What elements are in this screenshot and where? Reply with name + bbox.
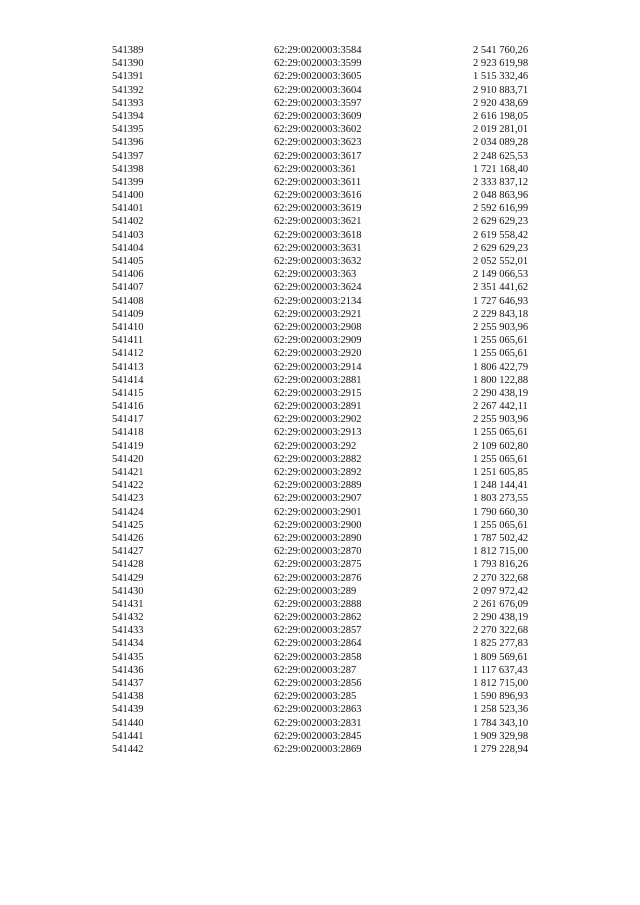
row-number: 541438 bbox=[112, 691, 144, 703]
row-number: 541422 bbox=[112, 480, 144, 492]
cadastral-value: 1 248 144,41 bbox=[473, 480, 529, 492]
cadastral-number: 62:29:0020003:3599 bbox=[274, 58, 362, 70]
row-number: 541409 bbox=[112, 308, 144, 320]
cadastral-number: 62:29:0020003:3623 bbox=[274, 137, 362, 149]
cadastral-value: 1 590 896,93 bbox=[473, 691, 529, 703]
cadastral-number: 62:29:0020003:3584 bbox=[274, 45, 362, 56]
row-number: 541414 bbox=[112, 374, 144, 386]
cadastral-value: 1 117 637,43 bbox=[473, 664, 528, 676]
cadastral-number: 62:29:0020003:3632 bbox=[274, 256, 362, 267]
row-number: 541418 bbox=[112, 427, 144, 439]
table-row bbox=[0, 466, 640, 479]
table-row bbox=[0, 136, 640, 149]
cadastral-value: 2 333 837,12 bbox=[473, 176, 529, 188]
cadastral-value: 1 812 715,00 bbox=[473, 546, 529, 558]
cadastral-number: 62:29:0020003:2908 bbox=[274, 321, 362, 333]
row-number: 541411 bbox=[112, 335, 144, 347]
cadastral-value: 1 721 168,40 bbox=[473, 163, 529, 175]
row-number: 541441 bbox=[112, 730, 144, 742]
table-row bbox=[0, 163, 640, 176]
table-row bbox=[0, 506, 640, 519]
table-row bbox=[0, 440, 640, 453]
cadastral-number: 62:29:0020003:285 bbox=[274, 691, 357, 703]
cadastral-value: 2 048 863,96 bbox=[473, 190, 529, 202]
cadastral-number: 62:29:0020003:2913 bbox=[274, 427, 362, 439]
cadastral-value: 1 806 422,79 bbox=[473, 361, 529, 373]
cadastral-number: 62:29:0020003:361 bbox=[274, 163, 357, 175]
cadastral-number: 62:29:0020003:3611 bbox=[274, 176, 362, 188]
cadastral-value: 1 255 065,61 bbox=[473, 348, 529, 360]
row-number: 541440 bbox=[112, 717, 144, 729]
table-row bbox=[0, 334, 640, 347]
row-number: 541429 bbox=[112, 572, 144, 584]
cadastral-number: 62:29:0020003:2889 bbox=[274, 480, 362, 492]
cadastral-table bbox=[0, 44, 640, 756]
cadastral-value: 2 290 438,19 bbox=[473, 387, 529, 399]
cadastral-number: 62:29:0020003:2891 bbox=[274, 401, 362, 413]
table-row bbox=[0, 479, 640, 492]
cadastral-value: 1 787 502,42 bbox=[473, 532, 529, 544]
table-row bbox=[0, 361, 640, 374]
cadastral-number: 62:29:0020003:2857 bbox=[274, 625, 362, 637]
table-row bbox=[0, 295, 640, 308]
cadastral-number: 62:29:0020003:2864 bbox=[274, 638, 362, 650]
cadastral-value: 1 784 343,10 bbox=[473, 717, 529, 729]
table-row bbox=[0, 492, 640, 505]
table-row bbox=[0, 677, 640, 690]
table-row bbox=[0, 321, 640, 334]
row-number: 541402 bbox=[112, 216, 144, 228]
cadastral-number: 62:29:0020003:2888 bbox=[274, 598, 362, 610]
cadastral-number: 62:29:0020003:2134 bbox=[274, 295, 362, 307]
table-row bbox=[0, 215, 640, 228]
cadastral-number: 62:29:0020003:2907 bbox=[274, 493, 362, 505]
cadastral-value: 2 616 198,05 bbox=[473, 110, 529, 122]
table-row bbox=[0, 387, 640, 400]
cadastral-value: 2 248 625,53 bbox=[473, 150, 529, 162]
cadastral-value: 2 910 883,71 bbox=[473, 84, 529, 96]
cadastral-value: 2 019 281,01 bbox=[473, 124, 529, 136]
cadastral-number: 62:29:0020003:2909 bbox=[274, 335, 362, 347]
cadastral-value: 2 270 322,68 bbox=[473, 625, 529, 637]
cadastral-value: 1 255 065,61 bbox=[473, 453, 529, 465]
cadastral-number: 62:29:0020003:2920 bbox=[274, 348, 362, 360]
row-number: 541436 bbox=[112, 664, 144, 676]
table-row bbox=[0, 110, 640, 123]
cadastral-value: 1 727 646,93 bbox=[473, 295, 529, 307]
row-number: 541432 bbox=[112, 612, 144, 624]
cadastral-value: 1 803 273,55 bbox=[473, 493, 529, 505]
table-row bbox=[0, 532, 640, 545]
row-number: 541428 bbox=[112, 559, 144, 571]
cadastral-number: 62:29:0020003:2845 bbox=[274, 730, 362, 742]
row-number: 541390 bbox=[112, 58, 144, 70]
row-number: 541393 bbox=[112, 97, 144, 109]
table-row bbox=[0, 598, 640, 611]
row-number: 541401 bbox=[112, 203, 144, 215]
table-row bbox=[0, 426, 640, 439]
cadastral-number: 62:29:0020003:2831 bbox=[274, 717, 362, 729]
cadastral-value: 1 812 715,00 bbox=[473, 678, 529, 689]
row-number: 541394 bbox=[112, 110, 144, 122]
cadastral-number: 62:29:0020003:3602 bbox=[274, 124, 362, 136]
table-row bbox=[0, 374, 640, 387]
table-row bbox=[0, 453, 640, 466]
cadastral-value: 1 793 816,26 bbox=[473, 559, 529, 571]
table-row bbox=[0, 545, 640, 558]
cadastral-number: 62:29:0020003:3631 bbox=[274, 242, 362, 254]
cadastral-value: 2 261 676,09 bbox=[473, 598, 529, 610]
cadastral-number: 62:29:0020003:2858 bbox=[274, 651, 362, 663]
cadastral-value: 1 825 277,83 bbox=[473, 638, 529, 650]
cadastral-value: 2 270 322,68 bbox=[473, 572, 529, 584]
table-row bbox=[0, 519, 640, 532]
row-number: 541437 bbox=[112, 678, 144, 689]
cadastral-number: 62:29:0020003:3619 bbox=[274, 203, 362, 215]
cadastral-number: 62:29:0020003:2900 bbox=[274, 519, 362, 531]
table-row bbox=[0, 84, 640, 97]
row-number: 541435 bbox=[112, 651, 144, 663]
cadastral-value: 2 290 438,19 bbox=[473, 612, 529, 624]
row-number: 541433 bbox=[112, 625, 144, 637]
row-number: 541389 bbox=[112, 45, 144, 56]
cadastral-value: 2 923 619,98 bbox=[473, 58, 529, 70]
row-number: 541398 bbox=[112, 163, 144, 175]
table-row bbox=[0, 743, 640, 756]
table-row bbox=[0, 585, 640, 598]
row-number: 541400 bbox=[112, 190, 144, 202]
cadastral-number: 62:29:0020003:2863 bbox=[274, 704, 362, 716]
cadastral-number: 62:29:0020003:2890 bbox=[274, 532, 362, 544]
row-number: 541421 bbox=[112, 467, 144, 478]
row-number: 541426 bbox=[112, 532, 144, 544]
cadastral-value: 2 034 089,28 bbox=[473, 137, 529, 149]
cadastral-value: 1 515 332,46 bbox=[473, 71, 529, 83]
row-number: 541423 bbox=[112, 493, 144, 505]
table-row bbox=[0, 637, 640, 650]
row-number: 541407 bbox=[112, 282, 144, 294]
table-row bbox=[0, 400, 640, 413]
row-number: 541406 bbox=[112, 269, 144, 281]
table-row bbox=[0, 70, 640, 83]
cadastral-value: 1 255 065,61 bbox=[473, 335, 529, 347]
cadastral-value: 1 258 523,36 bbox=[473, 704, 529, 716]
table-row bbox=[0, 703, 640, 716]
row-number: 541404 bbox=[112, 242, 144, 254]
cadastral-value: 1 809 569,61 bbox=[473, 651, 529, 663]
row-number: 541395 bbox=[112, 124, 144, 136]
cadastral-value: 1 251 605,85 bbox=[473, 467, 529, 478]
cadastral-number: 62:29:0020003:2869 bbox=[274, 743, 362, 755]
row-number: 541399 bbox=[112, 176, 144, 188]
cadastral-number: 62:29:0020003:2876 bbox=[274, 572, 362, 584]
cadastral-value: 2 255 903,96 bbox=[473, 321, 529, 333]
cadastral-value: 1 909 329,98 bbox=[473, 730, 529, 742]
cadastral-value: 2 592 616,99 bbox=[473, 203, 529, 215]
cadastral-number: 62:29:0020003:363 bbox=[274, 269, 357, 281]
row-number: 541442 bbox=[112, 743, 144, 755]
cadastral-number: 62:29:0020003:2901 bbox=[274, 506, 362, 518]
table-row bbox=[0, 123, 640, 136]
cadastral-value: 2 149 066,53 bbox=[473, 269, 529, 281]
table-row bbox=[0, 611, 640, 624]
cadastral-number: 62:29:0020003:2862 bbox=[274, 612, 362, 624]
row-number: 541419 bbox=[112, 440, 144, 452]
table-row bbox=[0, 97, 640, 110]
table-row bbox=[0, 558, 640, 571]
table-row bbox=[0, 229, 640, 242]
row-number: 541427 bbox=[112, 546, 144, 558]
cadastral-value: 2 267 442,11 bbox=[473, 401, 528, 413]
table-row bbox=[0, 717, 640, 730]
cadastral-value: 1 800 122,88 bbox=[473, 374, 529, 386]
row-number: 541391 bbox=[112, 71, 144, 83]
cadastral-value: 2 255 903,96 bbox=[473, 414, 529, 426]
row-number: 541413 bbox=[112, 361, 144, 373]
table-row bbox=[0, 308, 640, 321]
table-row bbox=[0, 242, 640, 255]
table-row bbox=[0, 281, 640, 294]
cadastral-value: 1 255 065,61 bbox=[473, 427, 529, 439]
row-number: 541439 bbox=[112, 704, 144, 716]
row-number: 541431 bbox=[112, 598, 144, 610]
row-number: 541397 bbox=[112, 150, 144, 162]
row-number: 541434 bbox=[112, 638, 144, 650]
table-row bbox=[0, 413, 640, 426]
cadastral-value: 1 255 065,61 bbox=[473, 519, 529, 531]
table-row bbox=[0, 664, 640, 677]
cadastral-number: 62:29:0020003:3621 bbox=[274, 216, 362, 228]
cadastral-number: 62:29:0020003:3616 bbox=[274, 190, 362, 202]
cadastral-number: 62:29:0020003:2902 bbox=[274, 414, 362, 426]
cadastral-number: 62:29:0020003:292 bbox=[274, 440, 357, 452]
row-number: 541412 bbox=[112, 348, 144, 360]
row-number: 541405 bbox=[112, 256, 144, 267]
row-number: 541417 bbox=[112, 414, 144, 426]
cadastral-number: 62:29:0020003:2881 bbox=[274, 374, 362, 386]
row-number: 541392 bbox=[112, 84, 144, 96]
cadastral-value: 2 619 558,42 bbox=[473, 229, 529, 241]
table-row bbox=[0, 189, 640, 202]
cadastral-value: 2 541 760,26 bbox=[473, 45, 529, 56]
cadastral-number: 62:29:0020003:2882 bbox=[274, 453, 362, 465]
cadastral-value: 1 279 228,94 bbox=[473, 743, 529, 755]
table-row bbox=[0, 176, 640, 189]
cadastral-value: 2 097 972,42 bbox=[473, 585, 529, 597]
cadastral-number: 62:29:0020003:289 bbox=[274, 585, 357, 597]
cadastral-value: 2 052 552,01 bbox=[473, 256, 529, 267]
table-row bbox=[0, 268, 640, 281]
cadastral-number: 62:29:0020003:3604 bbox=[274, 84, 362, 96]
table-row bbox=[0, 730, 640, 743]
cadastral-number: 62:29:0020003:3617 bbox=[274, 150, 362, 162]
row-number: 541403 bbox=[112, 229, 144, 241]
cadastral-value: 2 351 441,62 bbox=[473, 282, 529, 294]
table-row bbox=[0, 572, 640, 585]
table-row bbox=[0, 690, 640, 703]
cadastral-number: 62:29:0020003:2914 bbox=[274, 361, 362, 373]
table-row bbox=[0, 57, 640, 70]
cadastral-number: 62:29:0020003:3618 bbox=[274, 229, 362, 241]
cadastral-number: 62:29:0020003:2875 bbox=[274, 559, 362, 571]
table-row bbox=[0, 255, 640, 268]
row-number: 541420 bbox=[112, 453, 144, 465]
cadastral-value: 2 920 438,69 bbox=[473, 97, 529, 109]
table-row bbox=[0, 44, 640, 57]
cadastral-value: 1 790 660,30 bbox=[473, 506, 529, 518]
table-row bbox=[0, 202, 640, 215]
cadastral-value: 2 229 843,18 bbox=[473, 308, 529, 320]
cadastral-number: 62:29:0020003:2915 bbox=[274, 387, 362, 399]
cadastral-value: 2 109 602,80 bbox=[473, 440, 529, 452]
cadastral-number: 62:29:0020003:3624 bbox=[274, 282, 362, 294]
cadastral-number: 62:29:0020003:2921 bbox=[274, 308, 362, 320]
cadastral-number: 62:29:0020003:3605 bbox=[274, 71, 362, 83]
cadastral-number: 62:29:0020003:287 bbox=[274, 664, 357, 676]
cadastral-number: 62:29:0020003:3597 bbox=[274, 97, 362, 109]
cadastral-value: 2 629 629,23 bbox=[473, 242, 529, 254]
row-number: 541396 bbox=[112, 137, 144, 149]
row-number: 541408 bbox=[112, 295, 144, 307]
row-number: 541416 bbox=[112, 401, 144, 413]
cadastral-value: 2 629 629,23 bbox=[473, 216, 529, 228]
row-number: 541410 bbox=[112, 321, 144, 333]
table-row bbox=[0, 651, 640, 664]
row-number: 541425 bbox=[112, 519, 144, 531]
row-number: 541430 bbox=[112, 585, 144, 597]
table-row bbox=[0, 150, 640, 163]
row-number: 541415 bbox=[112, 387, 144, 399]
cadastral-number: 62:29:0020003:2856 bbox=[274, 678, 362, 689]
table-row bbox=[0, 624, 640, 637]
row-number: 541424 bbox=[112, 506, 144, 518]
cadastral-number: 62:29:0020003:3609 bbox=[274, 110, 362, 122]
table-row bbox=[0, 347, 640, 360]
cadastral-number: 62:29:0020003:2892 bbox=[274, 467, 362, 478]
cadastral-number: 62:29:0020003:2870 bbox=[274, 546, 362, 558]
